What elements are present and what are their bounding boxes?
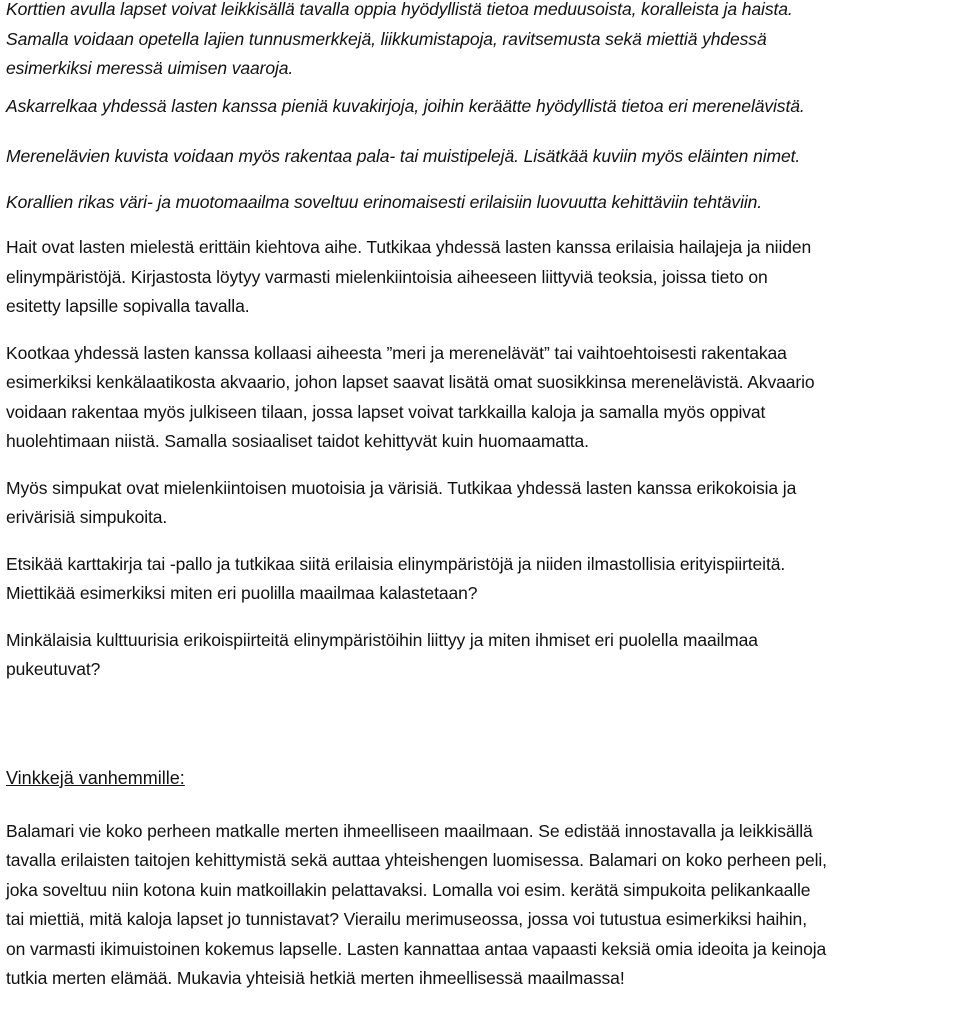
text-line: tai miettiä, mitä kaloja lapset jo tunnistavat? Vierailu merimuseossa, jossa voi tutustua esimerkiksi haihin, xyxy=(6,909,807,929)
text-line: esimerkiksi meressä uimisen vaaroja. xyxy=(6,58,294,78)
section-heading: Vinkkejä vanhemmille: xyxy=(6,767,185,788)
text-line: joka soveltuu niin kotona kuin matkoillakin pelattavaksi. Lomalla voi esim. kerätä simpukoita pelikankaalle xyxy=(6,879,811,900)
text-line: Samalla voidaan opetella lajien tunnusmerkkejä, liikkumistapoja, ravitsemusta sekä miettiä yhdessä xyxy=(6,28,767,49)
merenelavien-paragraph xyxy=(6,142,956,172)
text-line: Etsikää karttakirja tai -pallo ja tutkikaa siitä erilaisia elinympäristöjä ja niiden ilmastollisia erityispiirteitä. xyxy=(6,553,786,574)
text-line: elinympäristöjä. Kirjastosta löytyy varmasti mielenkiintoisia aiheeseen liittyviä teoksia, joissa tieto on xyxy=(6,266,768,287)
text-line: Askarrelkaa yhdessä lasten kanssa pieniä kuvakirjoja, joihin keräätte hyödyllistä tietoa eri merenelävistä. xyxy=(6,95,805,116)
text-line: tavalla erilaisten taitojen kehittymistä sekä auttaa yhteishengen luomisessa. Balamari on koko perheen peli, xyxy=(6,850,827,870)
text-line: esitetty lapsille sopivalla tavalla. xyxy=(6,296,250,316)
askarrelkaa-paragraph xyxy=(6,92,956,122)
korallien-paragraph xyxy=(6,188,956,218)
text-line: on varmasti ikimuistoinen kokemus lapselle. Lasten kannattaa antaa vapaasti keksiä omia ideoita ja keinoja xyxy=(6,938,827,959)
text-line: Merenelävien kuvista voidaan myös rakentaa pala- tai muistipelejä. Lisätkää kuviin myös eläinten nimet. xyxy=(6,146,801,166)
text-line: huolehtimaan niistä. Samalla sosiaaliset taidot kehittyvät kuin huomaamatta. xyxy=(6,431,589,451)
etsikaa-paragraph xyxy=(6,550,956,609)
text-line: esimerkiksi kenkälaatikosta akvaario, johon lapset saavat lisätä omat suosikkinsa merenelävistä. Akvaario xyxy=(6,372,815,392)
text-line: tutkia merten elämää. Mukavia yhteisiä hetkiä merten ihmeellisessä maailmassa! xyxy=(6,968,625,988)
text-line: Kootkaa yhdessä lasten kanssa kollaasi aiheesta ”meri ja merenelävät” tai vaihtoehtoisesti rakentakaa xyxy=(6,342,787,363)
balamari-paragraph xyxy=(6,817,956,994)
text-line: Balamari vie koko perheen matkalle merten ihmeelliseen maailmaan. Se edistää innostavalla ja leikkisällä xyxy=(6,820,813,841)
text-line: Miettikää esimerkiksi miten eri puolilla maailmaa kalastetaan? xyxy=(6,583,478,603)
text-line: Korttien avulla lapset voivat leikkisällä tavalla oppia hyödyllistä tietoa meduusoista, koralleista ja haista. xyxy=(6,0,793,19)
text-line: erivärisiä simpukoita. xyxy=(6,507,168,527)
text-line: pukeutuvat? xyxy=(6,659,101,679)
kootkaa-paragraph xyxy=(6,339,956,457)
text-line: Myös simpukat ovat mielenkiintoisen muotoisia ja värisiä. Tutkikaa yhdessä lasten kanssa erikokoisia ja xyxy=(6,477,797,498)
text-line: Hait ovat lasten mielestä erittäin kiehtova aihe. Tutkikaa yhdessä lasten kanssa erilaisia hailajeja ja niiden xyxy=(6,237,812,257)
text-line: voidaan rakentaa myös julkiseen tilaan, jossa lapset voivat tarkkailla kaloja ja samalla myös oppivat xyxy=(6,401,766,422)
text-line: Korallien rikas väri- ja muotomaailma soveltuu erinomaisesti erilaisiin luovuutta kehittäviin tehtäviin. xyxy=(6,191,763,212)
simpukat-paragraph xyxy=(6,474,956,533)
minkalaisia-paragraph xyxy=(6,626,956,685)
text-line: Minkälaisia kulttuurisia erikoispiirteitä elinympäristöihin liittyy ja miten ihmiset eri puolella maailmaa xyxy=(6,629,758,650)
document-page xyxy=(6,0,956,994)
hait-paragraph xyxy=(6,233,956,322)
intro-paragraph xyxy=(6,0,956,84)
